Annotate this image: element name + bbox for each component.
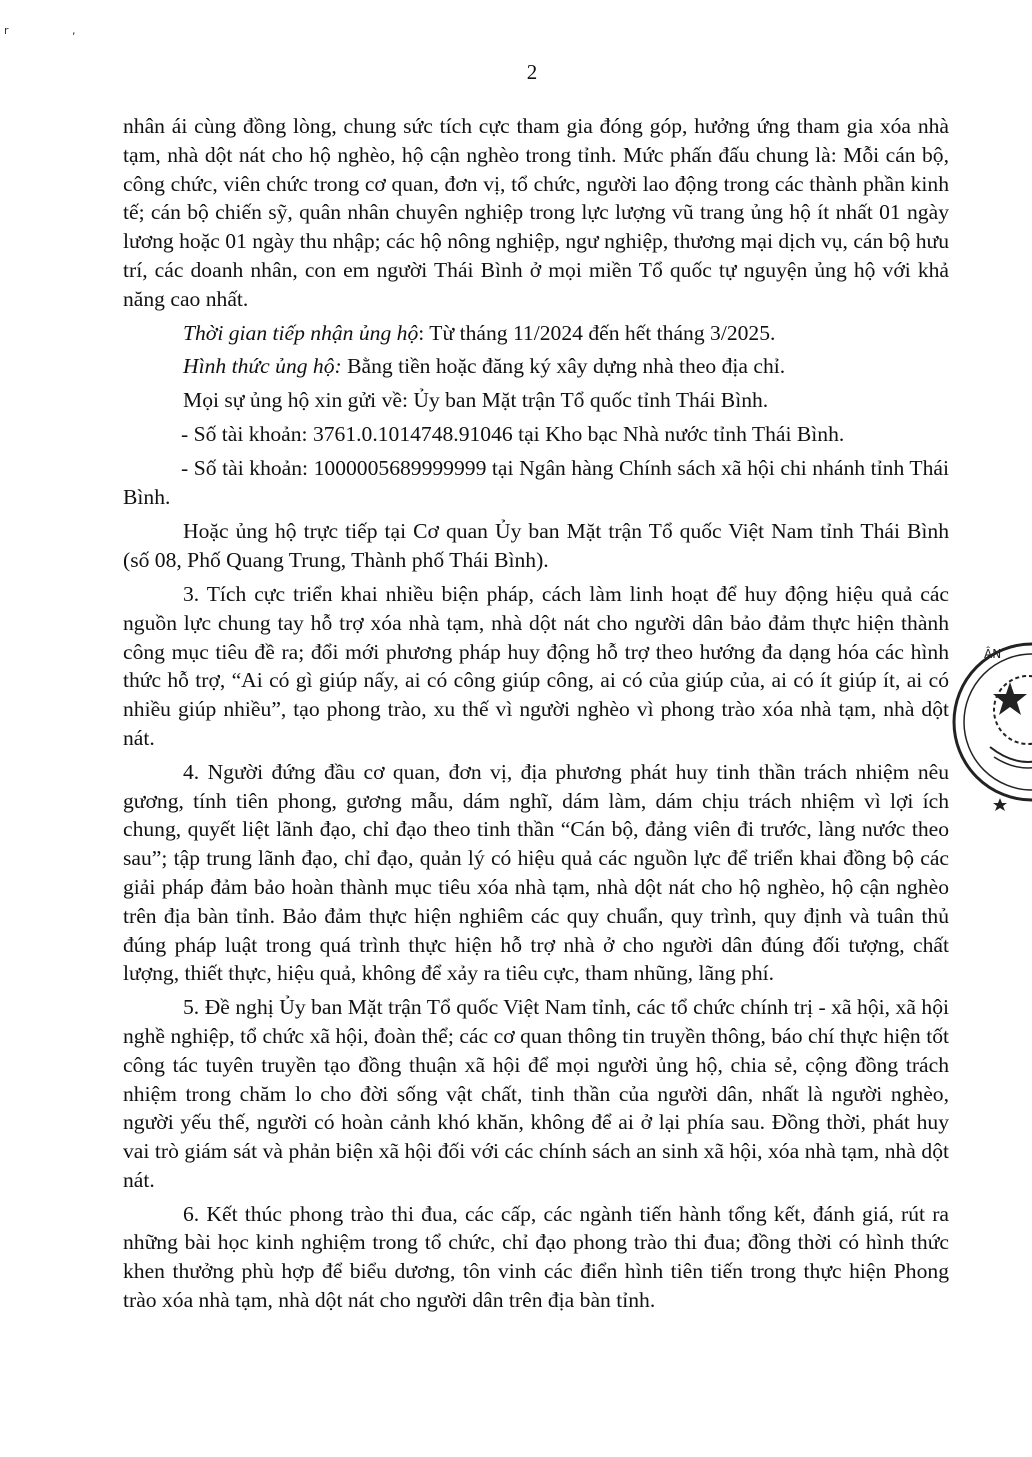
- paragraph-account-1: - Số tài khoản: 3761.0.1014748.91046 tại Kho bạc Nhà nước tỉnh Thái Bình.: [181, 421, 845, 446]
- official-seal-icon: [950, 622, 1032, 822]
- paragraph-item-4: 4. Người đứng đầu cơ quan, đơn vị, địa phương phát huy tinh thần trách nhiệm nêu gương, tính tiên phong, gương mẫu, dám nghĩ, dám làm, dám chịu trách nhiệm vì lợi ích chung, quyết liệt lãnh đạo, chỉ đạo theo tinh thần “Cán bộ, đảng viên đi trước, làng nước theo sau”; tập trung lãnh đạo, chỉ đạo, quản lý có hiệu quả các nguồn lực để triển khai đồng bộ các giải pháp đảm bảo hoàn thành mục tiêu xóa nhà tạm, nhà dột nát cho hộ nghèo, hộ cận nghèo trên địa bàn tỉnh. Bảo đảm thực hiện nghiêm các quy chuẩn, quy trình, quy định và tuân thủ đúng pháp luật trong quá trình thực hiện hỗ trợ nhà ở cho người dân đúng đối tượng, chất lượng, thiết thực, hiệu quả, không để xảy ra tiêu cực, tham nhũng, lãng phí.: [123, 759, 949, 986]
- paragraph-time: [123, 319, 949, 348]
- paragraph-send-to: Mọi sự ủng hộ xin gửi về: Ủy ban Mặt trận Tổ quốc tỉnh Thái Bình.: [183, 388, 769, 413]
- page-number: 2: [526, 60, 538, 84]
- time-label: Thời gian tiếp nhận ủng hộ: [183, 320, 419, 345]
- paragraph-direct: Hoặc ủng hộ trực tiếp tại Cơ quan Ủy ban Mặt trận Tổ quốc Việt Nam tỉnh Thái Bình (số 08, Phố Quang Trung, Thành phố Thái Bình).: [123, 519, 949, 573]
- time-value: : Từ tháng 11/2024 đến hết tháng 3/2025.: [418, 320, 776, 345]
- paragraph-item-6: 6. Kết thúc phong trào thi đua, các cấp, các ngành tiến hành tổng kết, đánh giá, rút ra những bài học kinh nghiệm trong tổ chức, chỉ đạo phong trào thi đua; đồng thời có hình thức khen thưởng phù hợp để biểu dương, tôn vinh các điển hình tiên tiến trong thực hiện Phong trào xóa nhà tạm, nhà dột nát cho người dân trên địa bàn tỉnh.: [123, 1201, 949, 1313]
- paragraph-intro: nhân ái cùng đồng lòng, chung sức tích cực tham gia đóng góp, hưởng ứng tham gia xóa nhà tạm, nhà dột nát cho hộ nghèo, hộ cận nghèo trong tỉnh. Mức phấn đấu chung là: Mỗi cán bộ, công chức, viên chức trong cơ quan, đơn vị, tổ chức, người lao động trong các thành phần kinh tế; cán bộ chiến sỹ, quân nhân chuyên nghiệp trong lực lượng vũ trang ủng hộ ít nhất 01 ngày lương hoặc 01 ngày thu nhập; các hộ nông nghiệp, ngư nghiệp, thương mại dịch vụ, cán bộ hưu trí, các doanh nhân, con em người Thái Bình ở mọi miền Tổ quốc tự nguyện ủng hộ với khả năng cao nhất.: [123, 114, 949, 311]
- form-label: Hình thức ủng hộ:: [183, 354, 342, 379]
- paragraph-account-2: - Số tài khoản: 1000005689999999 tại Ngân hàng Chính sách xã hội chi nhánh tỉnh Thái Bình.: [123, 455, 949, 509]
- document-body: [123, 112, 949, 1320]
- paragraph-item-5: 5. Đề nghị Ủy ban Mặt trận Tổ quốc Việt Nam tỉnh, các tổ chức chính trị - xã hội, xã hội nghề nghiệp, tổ chức xã hội, đoàn thể; các cơ quan thông tin truyền thông, báo chí thực hiện tốt công tác tuyên truyền tạo đồng thuận xã hội để mọi người ủng hộ, chia sẻ, cộng đồng trách nhiệm trong chăm lo cho đời sống vật chất, tinh thần của người dân, nhất là người nghèo, người yếu thế, người có hoàn cảnh khó khăn, không để ai ở lại phía sau. Đồng thời, phát huy vai trò giám sát và phản biện xã hội đối với các chính sách an sinh xã hội, xóa nhà tạm, nhà dột nát.: [123, 995, 949, 1192]
- seal-text: ÂN: [984, 647, 1002, 661]
- paragraph-form: [123, 352, 949, 381]
- paragraph-item-3: 3. Tích cực triển khai nhiều biện pháp, cách làm linh hoạt để huy động hiệu quả các nguồn lực chung tay hỗ trợ xóa nhà tạm, nhà dột nát cho người dân bảo đảm thực hiện thành công mục tiêu đề ra; đổi mới phương pháp huy động hỗ trợ theo hướng đa dạng hóa các hình thức hỗ trợ, “Ai có gì giúp nấy, ai có công giúp công, ai có của giúp của, ai có ít giúp ít, ai có nhiều giúp nhiều”, tạo phong trào, xu thế vì người nghèo vì phong trào xóa nhà tạm, nhà dột nát.: [123, 581, 949, 750]
- form-value: Bằng tiền hoặc đăng ký xây dựng nhà theo địa chỉ.: [341, 354, 786, 379]
- scan-marks: r ,: [4, 24, 106, 37]
